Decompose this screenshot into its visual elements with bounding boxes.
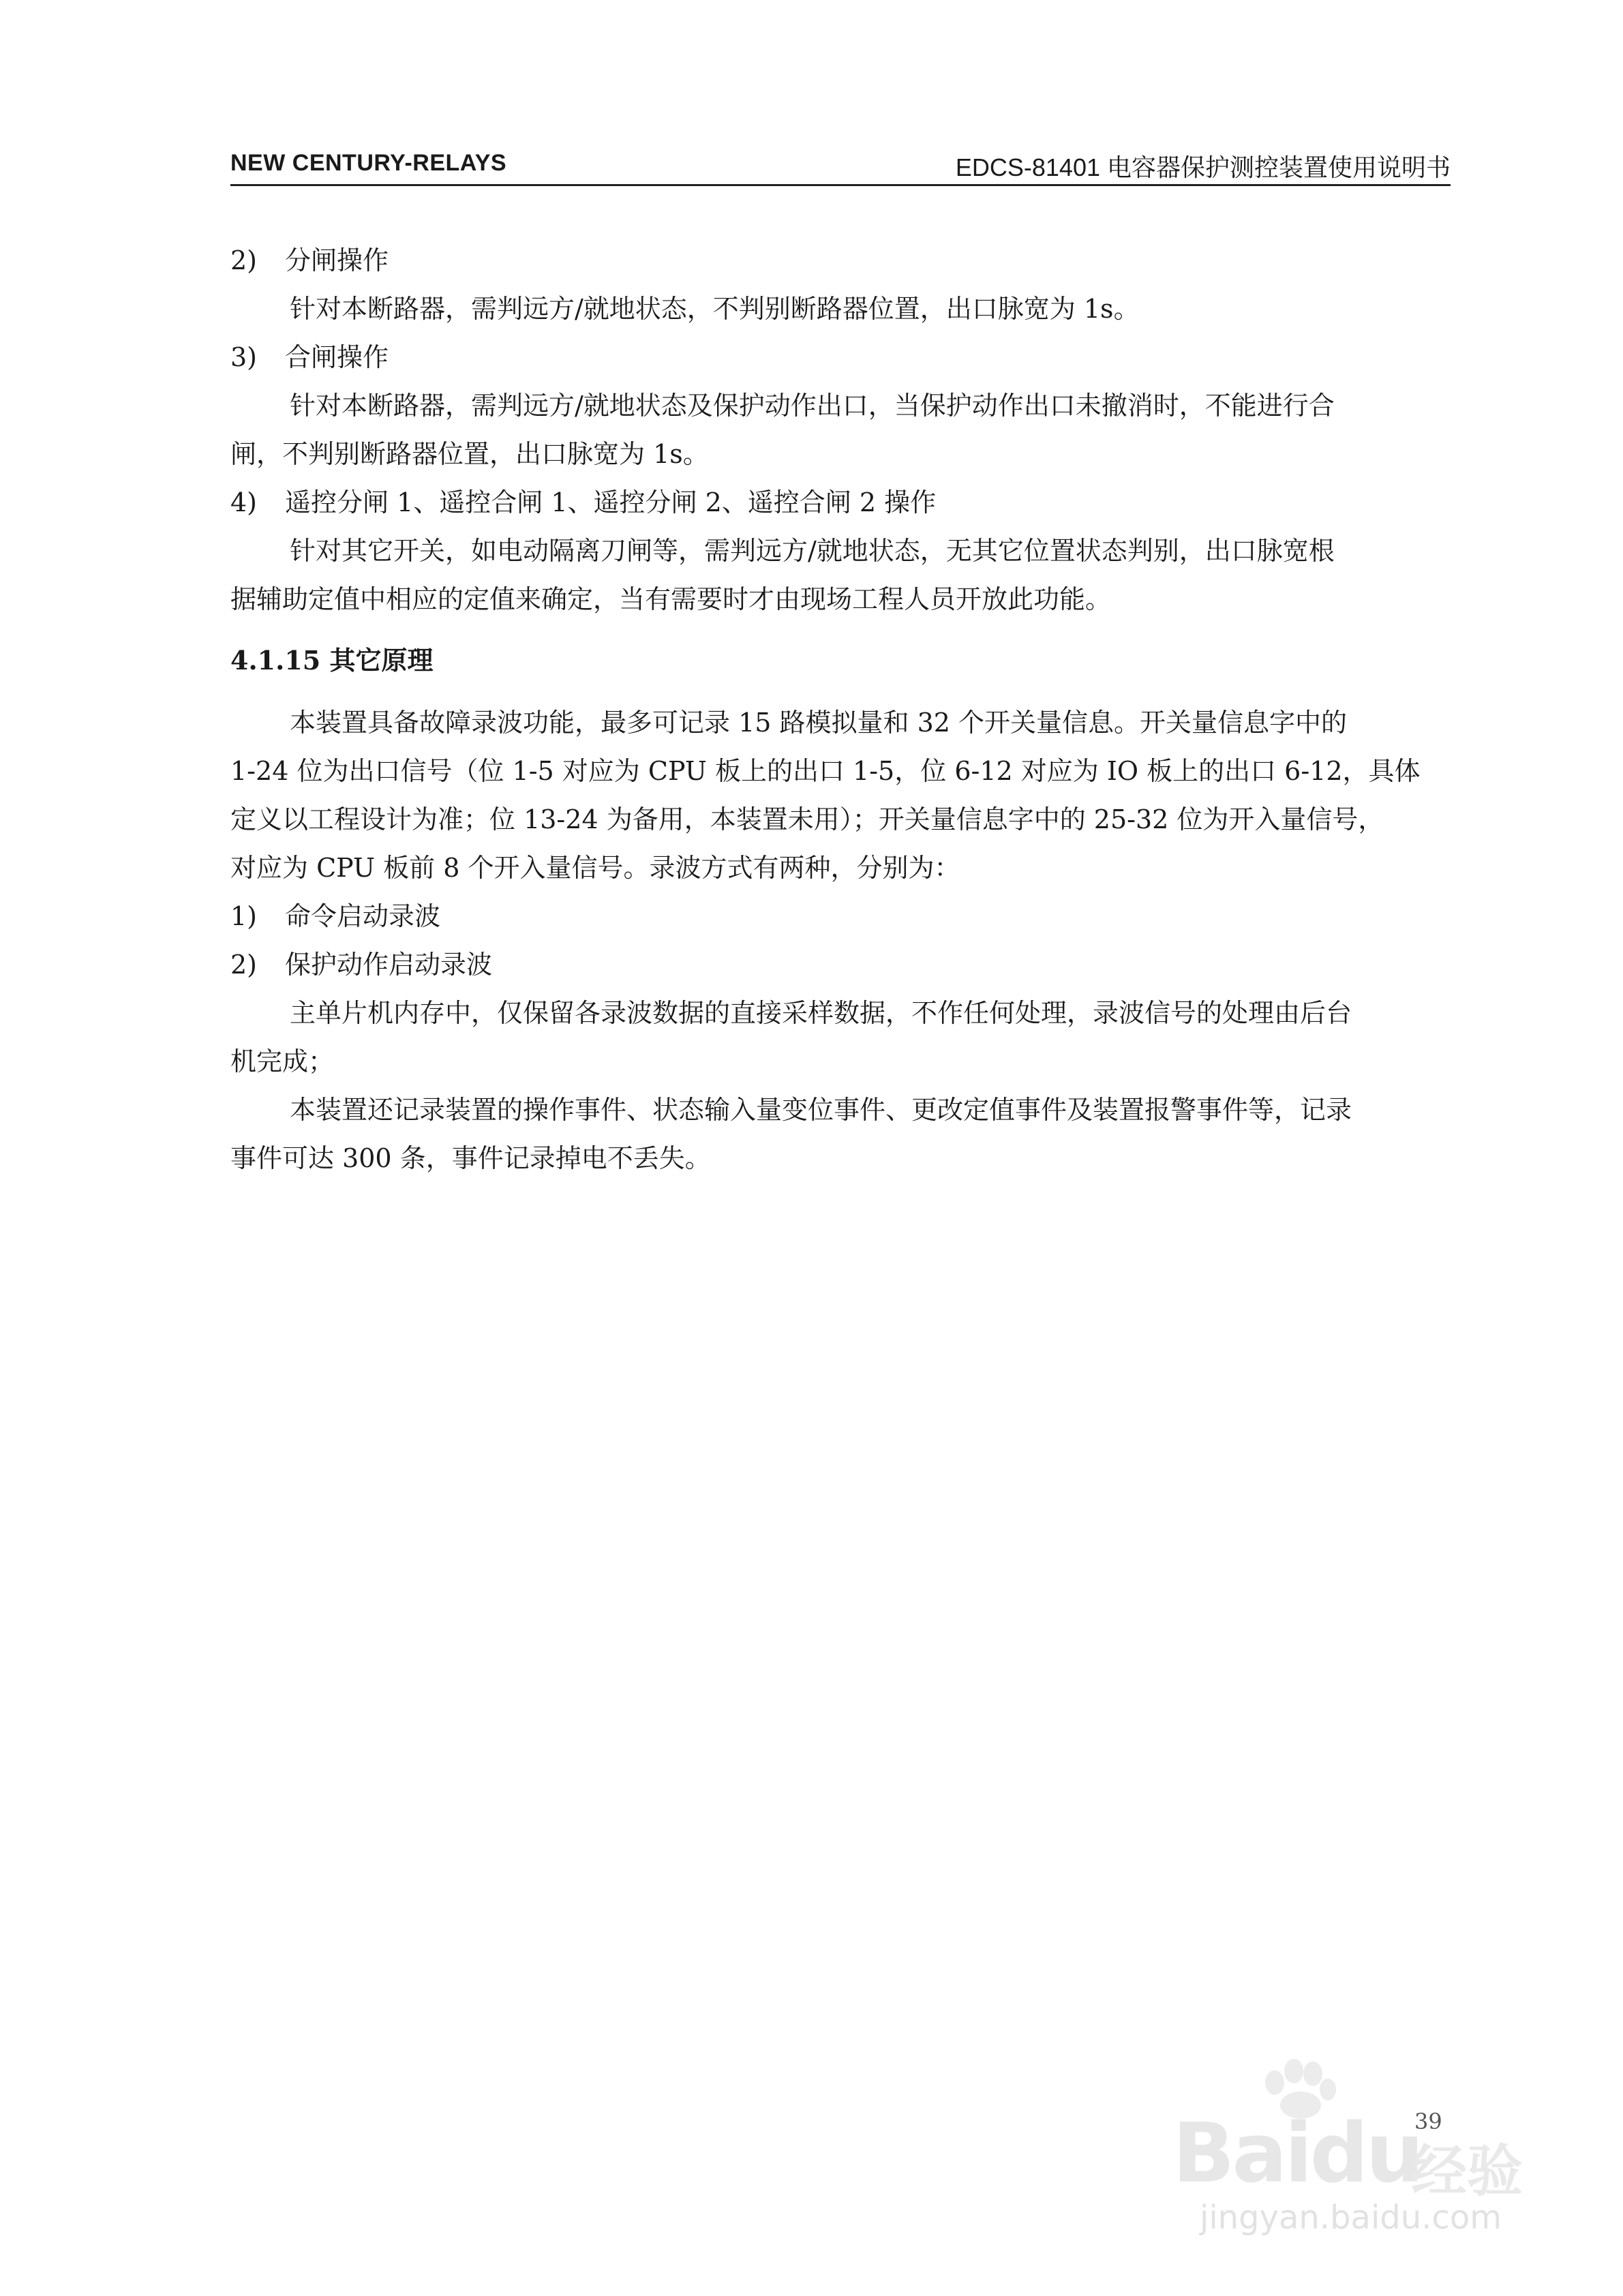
- list-number: 2): [230, 950, 258, 980]
- list-item: [230, 900, 440, 933]
- paragraph-line: 定义以工程设计为准；位 13-24 为备用，本装置未用）；开关量信息字中的 25-32 位为开入量信号，: [230, 804, 1384, 834]
- paragraph-line: 针对本断路器，需判远方/就地状态及保护动作出口，当保护动作出口未撤消时，不能进行合: [290, 391, 1335, 421]
- watermark-jingyan: 经验: [1411, 2139, 1523, 2204]
- list-item: [230, 244, 389, 277]
- paragraph-line: 事件可达 300 条，事件记录掉电不丢失。: [230, 1143, 711, 1173]
- paragraph-line: 本装置具备故障录波功能，最多可记录 15 路模拟量和 32 个开关量信息。开关量信息字中的: [290, 708, 1348, 738]
- paragraph-line: 据辅助定值中相应的定值来确定，当有需要时才由现场工程人员开放此功能。: [230, 584, 1112, 614]
- list-item: [230, 341, 389, 374]
- list-number: 1): [230, 901, 258, 931]
- header-document-title: EDCS-81401 电容器保护测控装置使用说明书: [955, 153, 1451, 181]
- list-number: 2): [230, 245, 258, 275]
- section-heading: 4.1.15 其它原理: [230, 645, 434, 676]
- list-item: [230, 486, 936, 519]
- watermark-url: jingyan.baidu.com: [1200, 2199, 1502, 2237]
- list-text: 保护动作启动录波: [285, 950, 493, 980]
- list-item: [230, 948, 492, 981]
- paragraph-line: 闸，不判别断路器位置，出口脉宽为 1s。: [230, 439, 709, 469]
- list-title: 分闸操作: [285, 245, 389, 275]
- header-company: NEW CENTURY-RELAYS: [230, 150, 507, 176]
- page-number: 39: [1414, 2109, 1442, 2134]
- page-header: [230, 145, 1451, 186]
- list-text: 命令启动录波: [285, 901, 441, 931]
- paragraph-line: 1-24 位为出口信号（位 1-5 对应为 CPU 板上的出口 1-5，位 6-12 对应为 IO 板上的出口 6-12，具体: [230, 756, 1421, 786]
- list-title: 合闸操作: [285, 342, 389, 372]
- paragraph-line: 机完成；: [230, 1046, 335, 1076]
- baidu-jingyan-watermark: [1152, 2059, 1534, 2236]
- list-title: 遥控分闸 1、遥控合闸 1、遥控分闸 2、遥控合闸 2 操作: [285, 487, 937, 517]
- paragraph-line: 主单片机内存中，仅保留各录波数据的直接采样数据，不作任何处理，录波信号的处理由后台: [290, 998, 1352, 1028]
- paragraph: 针对本断路器，需判远方/就地状态，不判别断路器位置，出口脉宽为 1s。: [290, 294, 1140, 324]
- paragraph-line: 对应为 CPU 板前 8 个开入量信号。录波方式有两种，分别为：: [230, 853, 960, 883]
- paragraph-line: 针对其它开关，如电动隔离刀闸等，需判远方/就地状态，无其它位置状态判别，出口脉宽根: [290, 536, 1335, 566]
- watermark-logo: Baidu: [1172, 2106, 1421, 2201]
- list-number: 3): [230, 342, 258, 372]
- list-number: 4): [230, 487, 258, 517]
- paragraph-line: 本装置还记录装置的操作事件、状态输入量变位事件、更改定值事件及装置报警事件等，记录: [290, 1095, 1352, 1125]
